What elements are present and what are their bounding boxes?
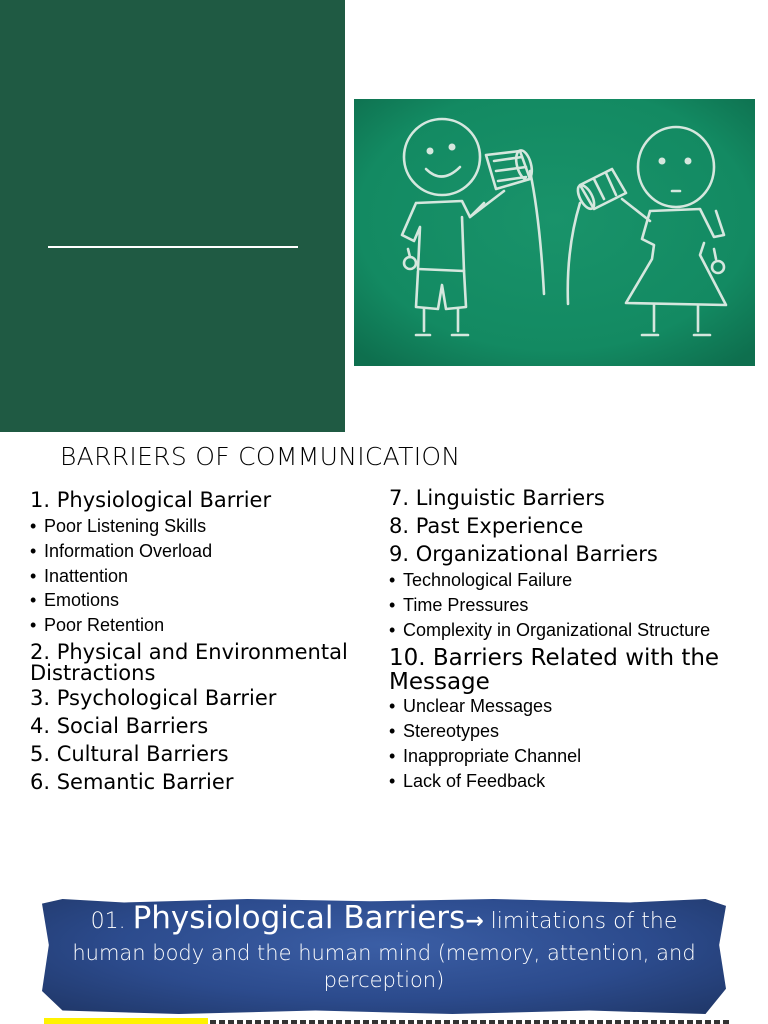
barrier-item: 3. Psychological Barrier xyxy=(30,685,277,710)
banner-description: human body and the human mind (memory, attention, and perception) xyxy=(72,941,696,992)
barrier-item: 2. Physical and Environmental Distractions xyxy=(30,639,348,685)
banner-lead: limitations of the xyxy=(483,909,678,934)
banner-text xyxy=(42,900,726,994)
barrier-item: 4. Social Barriers xyxy=(30,713,209,738)
barrier-item: 10. Barriers Related with the Message xyxy=(389,645,720,696)
section-number: 01. xyxy=(90,909,126,934)
cropped-text-line xyxy=(210,1020,730,1024)
section-heading: BARRIERS OF COMMUNICATION xyxy=(60,442,461,471)
sub-item: • Unclear Messages xyxy=(389,696,553,717)
sub-item: • Time Pressures xyxy=(389,594,529,615)
section-title: Physiological Barriers xyxy=(132,900,466,936)
sub-item: • Stereotypes xyxy=(389,721,500,742)
sub-item: • Complexity in Organizational Structure xyxy=(389,619,711,640)
barriers-column-right xyxy=(389,484,768,794)
title-panel xyxy=(0,0,345,432)
sub-item: • Technological Failure xyxy=(389,570,573,590)
cropped-next-line xyxy=(44,1018,644,1024)
title-divider xyxy=(48,246,298,248)
sub-item: • Poor Retention xyxy=(30,615,165,636)
sub-item: • Inattention xyxy=(30,565,129,586)
physiological-barriers-slide xyxy=(0,842,768,1024)
title-slide xyxy=(0,0,768,432)
barrier-item: 1. Physiological Barrier xyxy=(30,488,272,512)
sub-item: • Lack of Feedback xyxy=(389,770,546,791)
chalkboard-illustration xyxy=(354,99,755,366)
barrier-item: 7. Linguistic Barriers xyxy=(389,486,605,510)
sub-item: • Emotions xyxy=(30,590,120,611)
sub-item: • Poor Listening Skills xyxy=(30,516,207,536)
sub-item: • Inappropriate Channel xyxy=(389,745,582,766)
highlight-mark xyxy=(44,1018,208,1024)
arrow-icon: → xyxy=(465,909,484,934)
barriers-column-left xyxy=(30,486,370,796)
barrier-item: 5. Cultural Barriers xyxy=(30,741,229,766)
banner-title-line xyxy=(42,900,726,940)
barrier-item: 6. Semantic Barrier xyxy=(30,769,234,794)
barrier-item: 9. Organizational Barriers xyxy=(389,542,658,566)
sub-item: • Information Overload xyxy=(30,540,213,561)
barriers-list-slide xyxy=(0,432,768,842)
barrier-item: 8. Past Experience xyxy=(389,514,584,538)
